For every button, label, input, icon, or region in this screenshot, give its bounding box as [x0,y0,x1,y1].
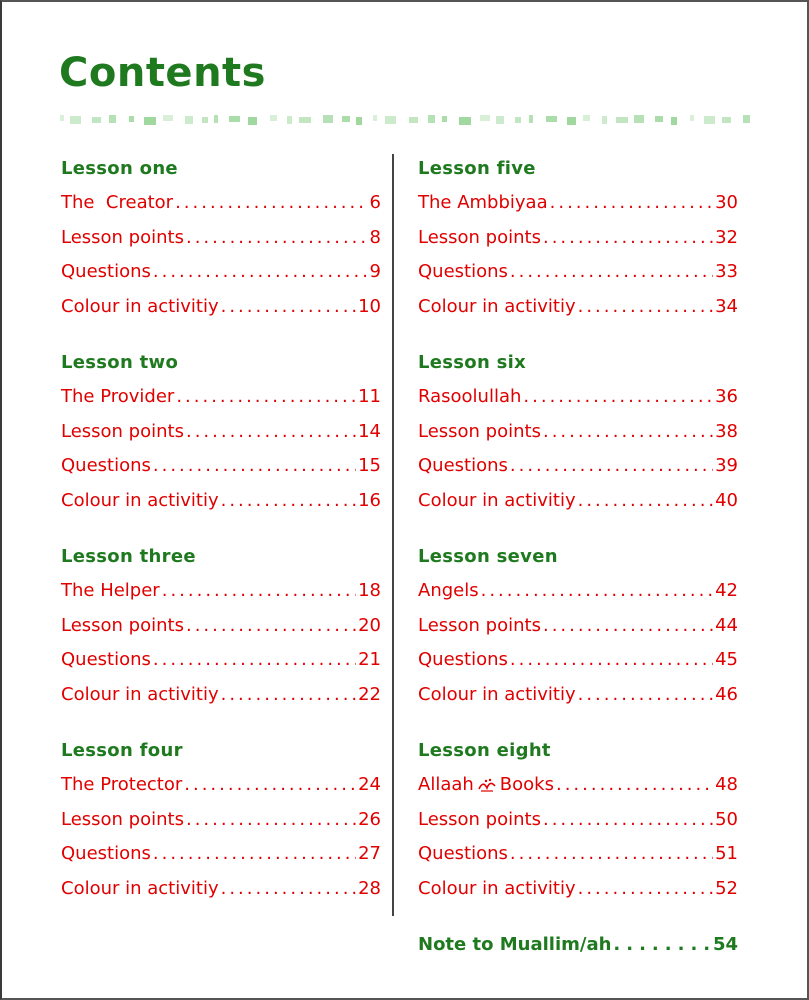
toc-entry[interactable] [61,290,381,325]
deco-dash [323,115,333,123]
page-number: 44 [715,614,738,636]
dot-leader [221,290,356,325]
dot-leader [176,380,356,415]
page-number: 18 [358,580,381,601]
deco-dash [704,116,715,124]
dot-leader [556,768,713,803]
page-number: 33 [715,261,738,282]
entry-label: Lesson points [61,226,184,248]
entry-label: Colour in activitiy [61,877,219,899]
toc-right-column [418,152,738,962]
lesson-block [418,540,738,712]
lesson-title: Lesson four [61,740,183,761]
lesson-block [61,346,381,518]
deco-dash [428,115,435,123]
dot-leader [221,678,356,713]
dot-leader [510,837,713,872]
page-number: 42 [715,580,738,601]
page-number: 11 [358,386,381,407]
page-number: 54 [712,934,738,955]
entry-label: Lesson points [418,808,541,830]
deco-dash [163,115,173,121]
entry-label: Colour in activitiy [61,489,219,511]
deco-dash [229,116,240,122]
deco-dash [690,115,694,121]
entry-label: Colour in activitiy [418,295,576,317]
toc-entry[interactable] [61,678,381,713]
page-number: 46 [715,683,738,705]
deco-dash [459,117,471,125]
dot-leader [175,186,367,221]
dot-leader [184,768,356,803]
deco-dash [109,115,116,123]
entry-label: Lesson points [418,420,541,442]
deco-dash [70,116,81,124]
toc-entry[interactable] [61,415,381,450]
deco-dash [515,117,521,123]
page-number: 28 [358,877,381,899]
deco-dash [602,116,607,124]
lesson-title: Lesson five [418,158,536,179]
lesson-title: Lesson one [61,158,178,179]
deco-dash [60,115,64,121]
entry-label: Lesson points [61,420,184,442]
dot-leader [510,449,713,484]
entry-label: Colour in activitiy [61,683,219,705]
toc-entry[interactable] [418,837,738,872]
dot-leader [613,928,711,962]
toc-entry[interactable] [61,837,381,872]
dot-leader [153,255,368,290]
dot-leader [578,484,713,519]
entry-label [418,768,554,803]
entry-label: Questions [61,261,151,282]
deco-dash [442,116,447,122]
toc-entry[interactable] [418,380,738,415]
page-number: 50 [715,808,738,830]
entry-label: Colour in activitiy [418,683,576,705]
deco-dash [129,116,134,122]
lesson-block [418,734,738,906]
entry-label: The Helper [61,580,160,601]
toc-entry[interactable] [61,643,381,678]
toc-entry[interactable] [418,574,738,609]
deco-dash [496,116,504,124]
deco-dash [92,117,101,123]
entry-label: Colour in activitiy [418,877,576,899]
entry-label-part: Books [499,774,554,795]
dot-leader [550,186,713,221]
page-number: 15 [358,455,381,476]
entry-label: The Ambbiyaa [418,192,548,213]
deco-dash [546,116,557,122]
entry-label: Angels [418,580,479,601]
deco-dash [270,115,277,121]
entry-label: Rasoolullah [418,386,522,407]
deco-dash [373,115,377,121]
deco-dash [202,117,208,123]
page-title: Contents [59,50,266,96]
dot-leader [153,837,356,872]
deco-dash [185,116,193,124]
toc-entry[interactable] [418,484,738,519]
entry-label: The Creator [61,192,174,213]
page-number: 14 [358,420,381,442]
page-number: 9 [369,261,381,282]
deco-dash [722,117,731,123]
page-number: 38 [715,420,738,442]
deco-dash [356,117,362,125]
toc-entry[interactable] [61,803,381,838]
entry-label: The Provider [61,386,175,407]
page-number: 36 [715,386,738,407]
page-number: 45 [715,649,738,670]
dot-leader [162,574,356,609]
dot-leader [510,255,713,290]
toc-entry[interactable] [418,186,738,221]
dot-leader [481,574,713,609]
page-number: 40 [715,489,738,511]
page-number: 34 [715,295,738,317]
lesson-block [61,734,381,906]
dot-leader [186,803,356,838]
dot-leader [543,415,713,450]
dot-leader [543,221,713,256]
dot-leader [221,872,356,907]
dot-leader [543,803,713,838]
entry-label: Questions [418,649,508,670]
entry-label: Lesson points [418,614,541,636]
toc-entry[interactable] [61,380,381,415]
toc-entry[interactable] [418,415,738,450]
entry-label: Questions [418,261,508,282]
column-divider [392,154,394,916]
entry-label: Colour in activitiy [418,489,576,511]
entry-label: Colour in activitiy [61,295,219,317]
toc-entry[interactable] [61,768,381,803]
toc-entry[interactable] [418,221,738,256]
entry-label: Lesson points [61,614,184,636]
deco-dash [567,117,576,125]
toc-entry[interactable] [418,643,738,678]
toc-entry[interactable] [61,484,381,519]
lesson-title: Lesson three [61,546,196,567]
toc-entry[interactable] [418,290,738,325]
deco-dash [144,117,156,125]
toc-entry[interactable] [418,609,738,644]
dot-leader [578,290,713,325]
toc-entry[interactable] [61,186,381,221]
toc-entry[interactable] [418,449,738,484]
decorative-dotted-border [60,112,750,126]
lesson-title: Lesson eight [418,740,551,761]
entry-label: The Protector [61,774,183,795]
page-number: 10 [358,295,381,317]
dot-leader [186,221,368,256]
deco-dash [743,115,750,123]
toc-entry[interactable] [61,872,381,907]
dot-leader [186,609,356,644]
page-number: 21 [358,649,381,670]
lesson-block [418,346,738,518]
note-label: Note to Muallim/ah [418,934,612,955]
toc-entry[interactable] [61,255,381,290]
toc-entry[interactable] [61,221,381,256]
deco-dash [529,115,533,123]
deco-dash [671,117,677,125]
deco-dash [480,115,490,121]
dot-leader [221,484,356,519]
entry-label: Questions [61,843,151,864]
dot-leader [510,643,713,678]
entry-label-part: Allaah [418,774,474,795]
deco-dash [385,116,396,124]
page-number: 39 [715,455,738,476]
toc-entry[interactable] [61,574,381,609]
deco-dash [409,117,418,123]
arabic-honorific-icon [477,776,497,794]
deco-dash [583,115,590,121]
page-number: 22 [358,683,381,705]
deco-dash [299,117,311,123]
toc-entry[interactable] [418,872,738,907]
page-number: 20 [358,614,381,636]
dot-leader [153,449,356,484]
dot-leader [543,609,713,644]
dot-leader [523,380,713,415]
toc-entry[interactable] [418,678,738,713]
deco-dash [342,116,350,122]
entry-label: Lesson points [418,226,541,248]
lesson-block [418,152,738,324]
toc-left-column [61,152,381,928]
lesson-title: Lesson two [61,352,179,373]
page-number: 51 [715,843,738,864]
page-number: 24 [358,774,381,795]
dot-leader [153,643,356,678]
entry-label: Questions [418,455,508,476]
toc-entry[interactable] [418,803,738,838]
page-number: 16 [358,489,381,511]
deco-dash [248,117,257,125]
page-number: 8 [369,226,381,248]
deco-dash [655,116,663,122]
entry-label: Lesson points [61,808,184,830]
deco-dash [214,115,218,123]
entry-label: Questions [61,649,151,670]
lesson-title: Lesson six [418,352,527,373]
deco-dash [287,116,292,124]
lesson-block [61,152,381,324]
page-number: 6 [369,192,381,213]
toc-entry[interactable] [61,449,381,484]
page-number: 27 [358,843,381,864]
page-number: 32 [715,226,738,248]
entry-label: Questions [418,843,508,864]
toc-entry[interactable] [61,609,381,644]
page-number: 30 [715,192,738,213]
page-number: 48 [715,774,738,795]
lesson-block [61,540,381,712]
deco-dash [616,117,628,123]
deco-dash [634,115,644,123]
dot-leader [578,678,713,713]
dot-leader [578,872,713,907]
lesson-title: Lesson seven [418,546,558,567]
note-to-muallim-entry[interactable] [418,928,738,962]
page-number: 26 [358,808,381,830]
dot-leader [186,415,356,450]
page-number: 52 [715,877,738,899]
toc-entry[interactable] [418,255,738,290]
entry-label: Questions [61,455,151,476]
toc-entry[interactable] [418,768,738,803]
